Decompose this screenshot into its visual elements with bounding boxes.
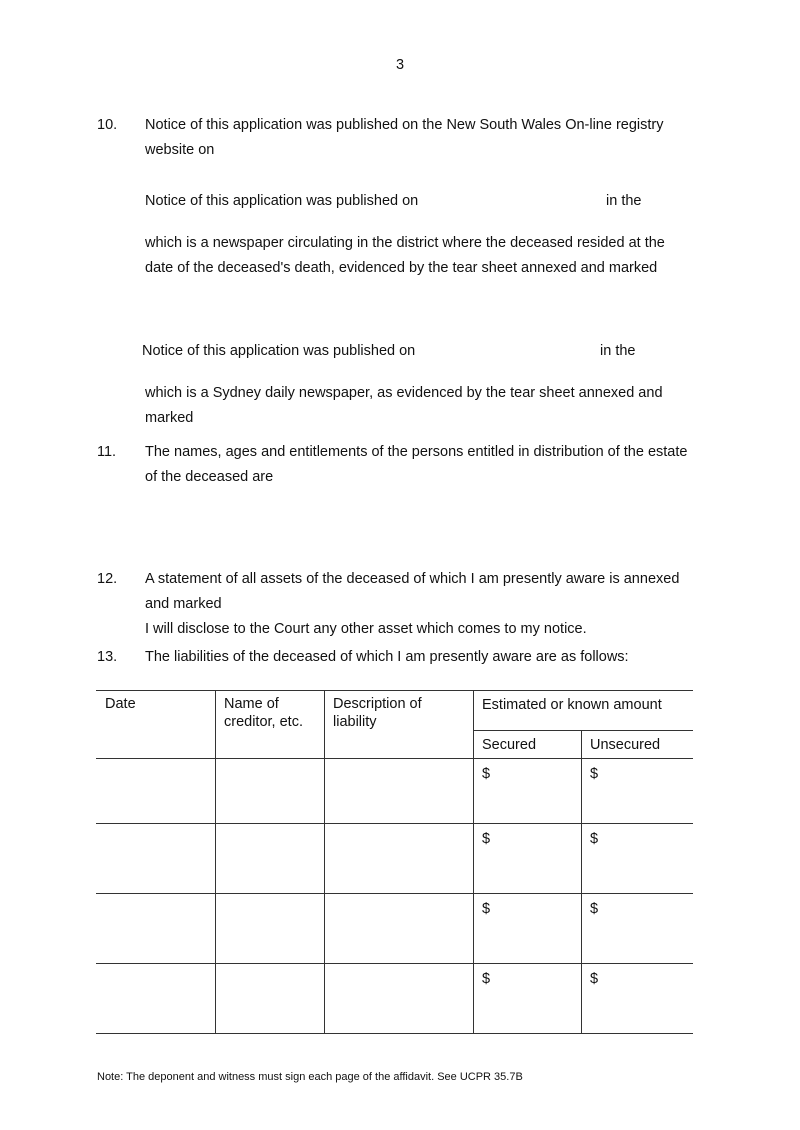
row-4-unsecured: $ (590, 971, 599, 987)
item-10-option2-line2: marked (145, 410, 194, 426)
header-bottom-border (96, 758, 693, 759)
item-10-option1-in-the: in the (606, 193, 642, 209)
item-10-option2-line1: which is a Sydney daily newspaper, as evidenced by the tear sheet annexed and (145, 385, 663, 401)
item-10-option1-line2: date of the deceased's death, evidenced by the tear sheet annexed and marked (145, 260, 658, 276)
item-11-text (145, 440, 705, 490)
footer-note: Note: The deponent and witness must sign each page of the affidavit. See UCPR 35.7B (97, 1071, 523, 1083)
liabilities-table (96, 690, 693, 1034)
item-11-line1: The names, ages and entitlements of the persons entitled in distribution of the estate (145, 444, 688, 460)
page-number: 3 (395, 57, 405, 73)
amount-header-divider (473, 730, 693, 731)
item-10-option1-published: Notice of this application was published on (145, 193, 419, 209)
item-10-option1-line1: which is a newspaper circulating in the district where the deceased resided at the (145, 235, 665, 251)
table-bottom-border (96, 1033, 693, 1034)
item-10-option2-in-the: in the (600, 343, 636, 359)
row-1-unsecured: $ (590, 766, 599, 782)
item-13-number: 13. (97, 649, 118, 665)
header-date: Date (105, 696, 136, 712)
row-divider (96, 963, 693, 964)
header-description: Description of liability (333, 696, 422, 730)
item-12-number: 12. (97, 571, 118, 587)
item-10-line2: website on (145, 142, 215, 158)
row-divider (96, 823, 693, 824)
column-divider (473, 690, 474, 1034)
header-creditor: Name of creditor, etc. (224, 696, 303, 730)
item-10-option2-newspaper (145, 381, 705, 431)
column-divider (581, 730, 582, 1034)
item-12-line2: and marked (145, 596, 222, 612)
item-10-option1-newspaper (145, 231, 705, 281)
item-10-option2-published: Notice of this application was published on (142, 343, 416, 359)
item-12-line1: A statement of all assets of the deceased of which I am presently aware is annexed (145, 571, 680, 587)
item-10-line1: Notice of this application was published on the New South Wales On-line registry (145, 117, 664, 133)
column-divider (215, 690, 216, 1034)
item-11-number: 11. (97, 444, 117, 460)
header-secured: Secured (482, 737, 537, 753)
header-amount: Estimated or known amount (482, 697, 662, 713)
item-10-text (145, 113, 705, 163)
header-unsecured: Unsecured (590, 737, 661, 753)
item-12-line3: I will disclose to the Court any other asset which comes to my notice. (145, 621, 587, 637)
item-12-text (145, 567, 705, 642)
column-divider (324, 690, 325, 1034)
row-2-secured: $ (482, 831, 491, 847)
row-divider (96, 893, 693, 894)
row-2-unsecured: $ (590, 831, 599, 847)
row-3-unsecured: $ (590, 901, 599, 917)
item-11-line2: of the deceased are (145, 469, 274, 485)
table-top-border (96, 690, 693, 691)
item-10-number: 10. (97, 117, 118, 133)
row-4-secured: $ (482, 971, 491, 987)
row-1-secured: $ (482, 766, 491, 782)
item-13-text: The liabilities of the deceased of which I am presently aware are as follows: (145, 649, 629, 665)
row-3-secured: $ (482, 901, 491, 917)
